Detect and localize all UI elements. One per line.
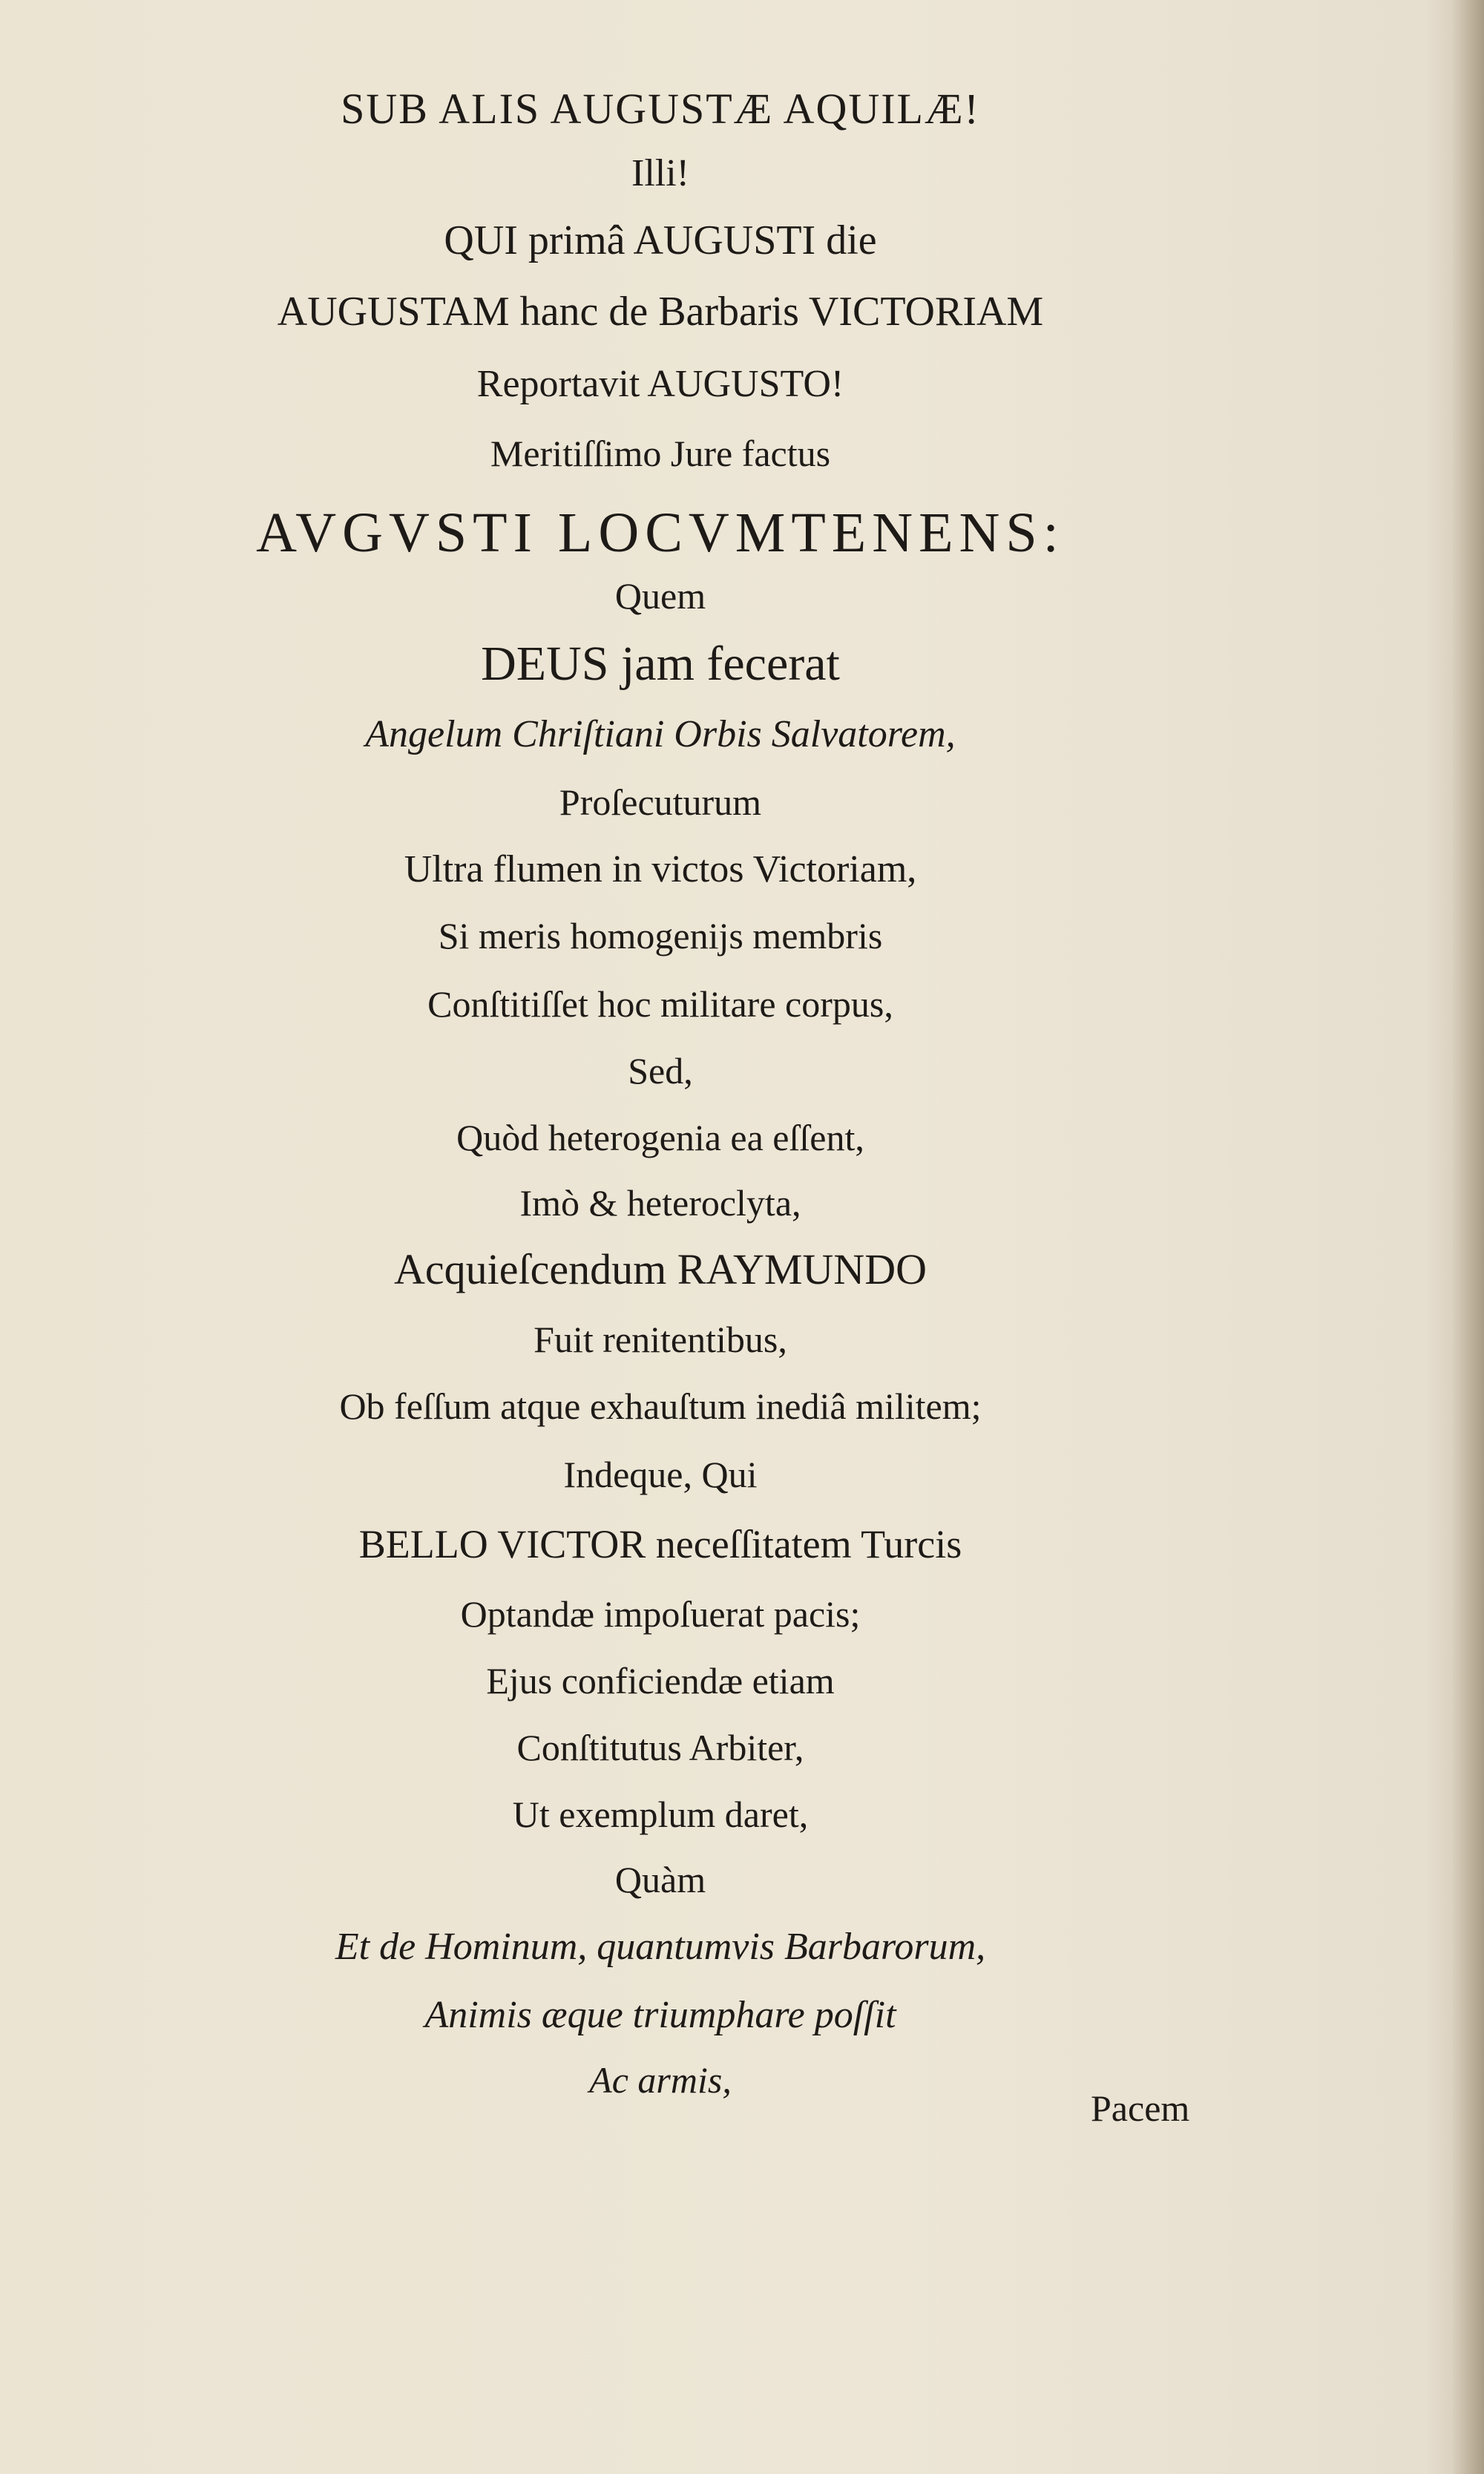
text-line: Ultra flumen in victos Victoriam, [404, 848, 917, 890]
text-line: Ejus conficiendæ etiam [486, 1660, 835, 1702]
text-line: DEUS jam fecerat [481, 637, 840, 691]
text-line: Optandæ impoſuerat pacis; [460, 1593, 861, 1635]
text-line: Proſecuturum [559, 781, 762, 823]
page-edge [1453, 0, 1484, 2474]
text-line: Quàm [614, 1859, 706, 1900]
text-line: AVGVSTI LOCVMTENENS: [256, 502, 1065, 564]
text-line: Meritiſſimo Jure factus [490, 433, 831, 474]
text-line: Ut exemplum daret, [512, 1794, 809, 1835]
text-line: Animis æque triumphare poſſit [424, 1994, 896, 2036]
catchword: Pacem [1091, 2087, 1190, 2129]
text-line: AUGUSTAM hanc de Barbaris VICTORIAM [277, 289, 1044, 335]
text-line: Conſtitiſſet hoc militare corpus, [427, 983, 893, 1025]
text-line: Si meris homogenijs membris [438, 915, 883, 957]
text-line: BELLO VICTOR neceſſitatem Turcis [358, 1522, 962, 1566]
text-line: Ac armis, [589, 2059, 732, 2101]
text-line: Ob feſſum atque exhauſtum inediâ militem; [339, 1385, 982, 1427]
text-line: Indeque, Qui [563, 1454, 758, 1495]
text-line: Reportavit AUGUSTO! [476, 363, 844, 405]
text-line: Fuit renitentibus, [533, 1319, 787, 1360]
text-line: Imò & heteroclyta, [519, 1182, 801, 1224]
text-line: SUB ALIS AUGUSTÆ AQUILÆ! [341, 85, 980, 133]
text-line: Et de Hominum, quantumvis Barbarorum, [335, 1926, 986, 1968]
text-line: Quem [614, 575, 706, 617]
text-line: Acquieſcendum RAYMUNDO [394, 1245, 927, 1293]
text-line: QUI primâ AUGUSTI die [444, 217, 877, 263]
text-line: Quòd heterogenia ea eſſent, [456, 1117, 864, 1158]
text-line: Illi! [631, 152, 689, 194]
text-line: Angelum Chriſtiani Orbis Salvatorem, [365, 713, 956, 755]
text-line: Sed, [628, 1050, 693, 1092]
text-line: Conſtitutus Arbiter, [516, 1727, 804, 1768]
